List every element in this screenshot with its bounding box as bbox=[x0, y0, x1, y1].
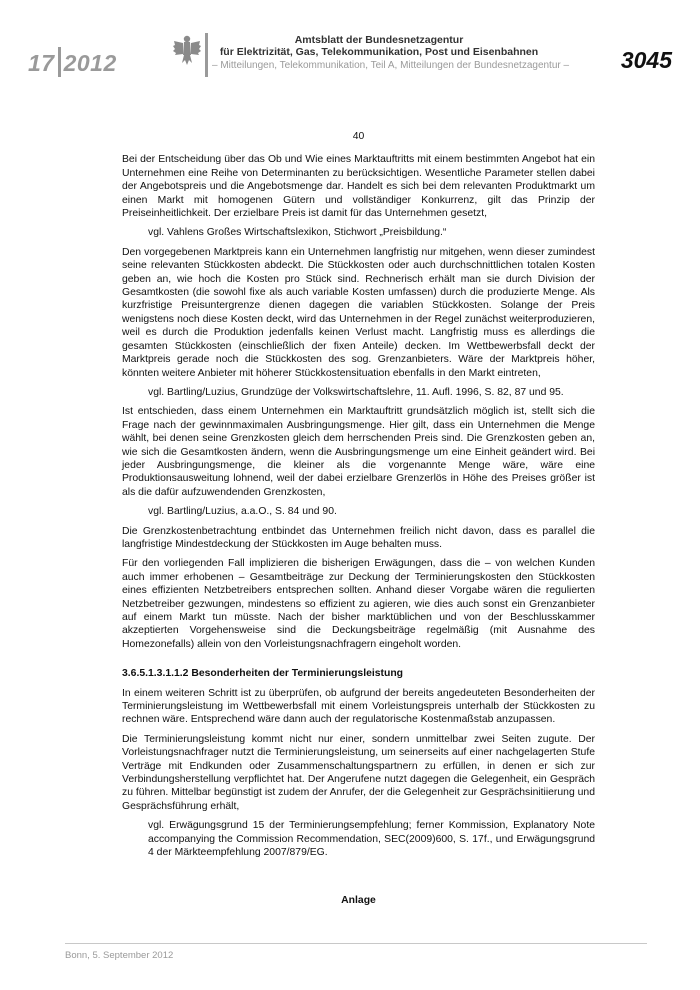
paragraph: Die Terminierungsleistung kommt nicht nur einer, sondern unmittelbar zwei Seiten zugute. Der Vorleistungsnachfrager nutzt die Terminierungsleistung, um seinerseits auf einer nachgelagerten Stufe Verträge mit Endkunden oder Zusammenschaltungspartnern zu erfüllen, in denen er sich zur Verbindungsherstellung verpflichtet hat. Der Angerufene nutzt dagegen die Gelegenheit, ein Gespräch zu führen. Mittelbar begünstigt ist zudem der Anrufer, der die Gelegenheit zur Gesprächsinitiierung und Gesprächsführung erhält, bbox=[122, 733, 595, 812]
footer-divider bbox=[65, 943, 647, 944]
page-number: 3045 bbox=[620, 47, 672, 73]
gazette-title-line2: für Elektrizität, Gas, Telekommunikation, Post und Eisenbahnen bbox=[219, 46, 539, 58]
citation: vgl. Bartling/Luzius, a.a.O., S. 84 und 90. bbox=[148, 506, 337, 518]
annex-heading: Anlage bbox=[341, 894, 376, 906]
paragraph: Ist entschieden, dass einem Unternehmen ein Marktauftritt grundsätzlich möglich ist, stellt sich die Frage nach der gewinnmaximalen Ausbringungsmenge. Hier gilt, dass ein Unternehmen die Menge wählt, bei denen seine Grenzkosten gleich dem herrschenden Preis sind. Die Grenzkosten geben an, wie sich die Gesamtkosten ändern, wenn die Ausbringungsmenge um eine Einheit geändert wird. Bei jeder Ausbringungsmenge, die kleiner als die vorgenannte Menge wäre, wäre eine Produktionsausweitung lohnend, weil der dabei erzielbare Grenzerlös in Höhe des Preises größer ist als die dafür aufzuwendenden Grenzkosten, bbox=[122, 406, 595, 498]
gazette-subtitle: – Mitteilungen, Telekommunikation, Teil A, Mitteilungen der Bundesnetzagentur – bbox=[212, 60, 570, 71]
paragraph: Für den vorliegenden Fall implizieren die bisherigen Erwägungen, dass die – von welchen Kunden auch immer erhobenen – Gesamtbeiträge zur Deckung der Terminierungskosten den Stückkosten eines effizienten Netzbetreibers entsprechen sollten. Anhand dieser Vorgabe wären die regulierten Netzbetreiber gezwungen, mindestens so effizient zu agieren, wie dies auch sonst ein Grenzanbieter auf einem Markt tun müsste. Nach der bisher marktüblichen und von der Beschlusskammer akzeptierten Vorgehensweise sind die Deckungsbeiträge regelmäßig (mit Ausnahme des Homezonefalls) allein von den Vorleistungsnachfragern eingeholt worden. bbox=[122, 558, 595, 650]
paragraph: Die Grenzkostenbetrachtung entbindet das Unternehmen freilich nicht davon, dass es parallel die langfristige Mindestdeckung der Stückkosten im Auge behalten muss. bbox=[122, 525, 595, 550]
header-divider bbox=[205, 33, 208, 77]
footer-place-date: Bonn, 5. September 2012 bbox=[65, 950, 174, 961]
issue-number-value: 17 bbox=[28, 50, 55, 76]
paragraph: Bei der Entscheidung über das Ob und Wie eines Marktauftritts mit einem bestimmten Angebot hat ein Unternehmen eine Reihe von Determinanten zu berücksichtigen. Wesentliche Parameter stellen dabei der Angebotspreis und die Angebotsmenge dar. Handelt es sich bei dem relevanten Produktmarkt um einen Markt mit homogenen Gütern und vollständiger Konkurrenz, gilt das Prinzip der Preiseinheitlichkeit. Der erzielbare Preis ist damit für das Unternehmen gesetzt, bbox=[122, 154, 595, 220]
section-heading: 3.6.5.1.3.1.1.2 Besonderheiten der Terminierungsleistung bbox=[122, 668, 404, 680]
page-marker: 40 bbox=[352, 131, 365, 142]
gazette-title-line1: Amtsblatt der Bundesnetzagentur bbox=[294, 34, 464, 46]
document-body bbox=[122, 130, 595, 907]
citation: vgl. Erwägungsgrund 15 der Terminierungsempfehlung; ferner Kommission, Explanatory Note accompanying the Commission Recommendation, SEC(2009)600, S. 17f., und Erwägungsgrund 4 der Märkteempfehlung 2007/879/EG. bbox=[148, 820, 595, 859]
federal-eagle-icon bbox=[172, 33, 202, 69]
citation: vgl. Bartling/Luzius, Grundzüge der Volkswirtschaftslehre, 11. Aufl. 1996, S. 82, 87 und 95. bbox=[148, 386, 564, 398]
paragraph: In einem weiteren Schritt ist zu überprüfen, ob aufgrund der bereits angedeuteten Besonderheiten der Terminierungsleistung im Wettbewerbsfall mit einem Vorleistungspreis unterhalb der Stückkosten zu rechnen wäre. Entsprechend wäre dann auch der regulatorische Kostenmaßstab anzupassen. bbox=[122, 687, 595, 726]
paragraph: Den vorgegebenen Marktpreis kann ein Unternehmen langfristig nur mitgehen, wenn dieser zumindest seine relevanten Stückkosten abdeckt. Die Stückkosten oder auch durchschnittlichen totalen Kosten geben an, wie hoch die Kosten pro Stück sind. Rechnerisch erhält man sie durch Division der Gesamtkosten (die sowohl fixe als auch variable Kosten umfassen) durch die produzierte Menge. Als kurzfristige Preisuntergrenze dienen dagegen die variablen Stückkosten. Solange der Preis wenigstens noch diese Kosten deckt, wird das Unternehmen in der Regel zunächst weiterproduzieren, weil es durch die Produktion jedenfalls keinen Verlust macht. Langfristig muss es allerdings die gesamten Stückkosten (einschließlich der fixen Anteile) decken. Im Wettbewerbsfall deckt der Marktpreis gerade noch die Stückkosten des sog. Grenzanbieters. Wäre der Marktpreis höher, könnten weitere Anbieter mit höherer Stückkostensituation ebenfalls in den Markt eintreten, bbox=[122, 246, 595, 379]
gazette-title bbox=[214, 34, 544, 58]
citation: vgl. Vahlens Großes Wirtschaftslexikon, Stichwort „Preisbildung.“ bbox=[148, 227, 447, 239]
issue-divider bbox=[58, 47, 61, 77]
issue-year: 2012 bbox=[63, 50, 117, 76]
issue-number bbox=[28, 47, 117, 77]
